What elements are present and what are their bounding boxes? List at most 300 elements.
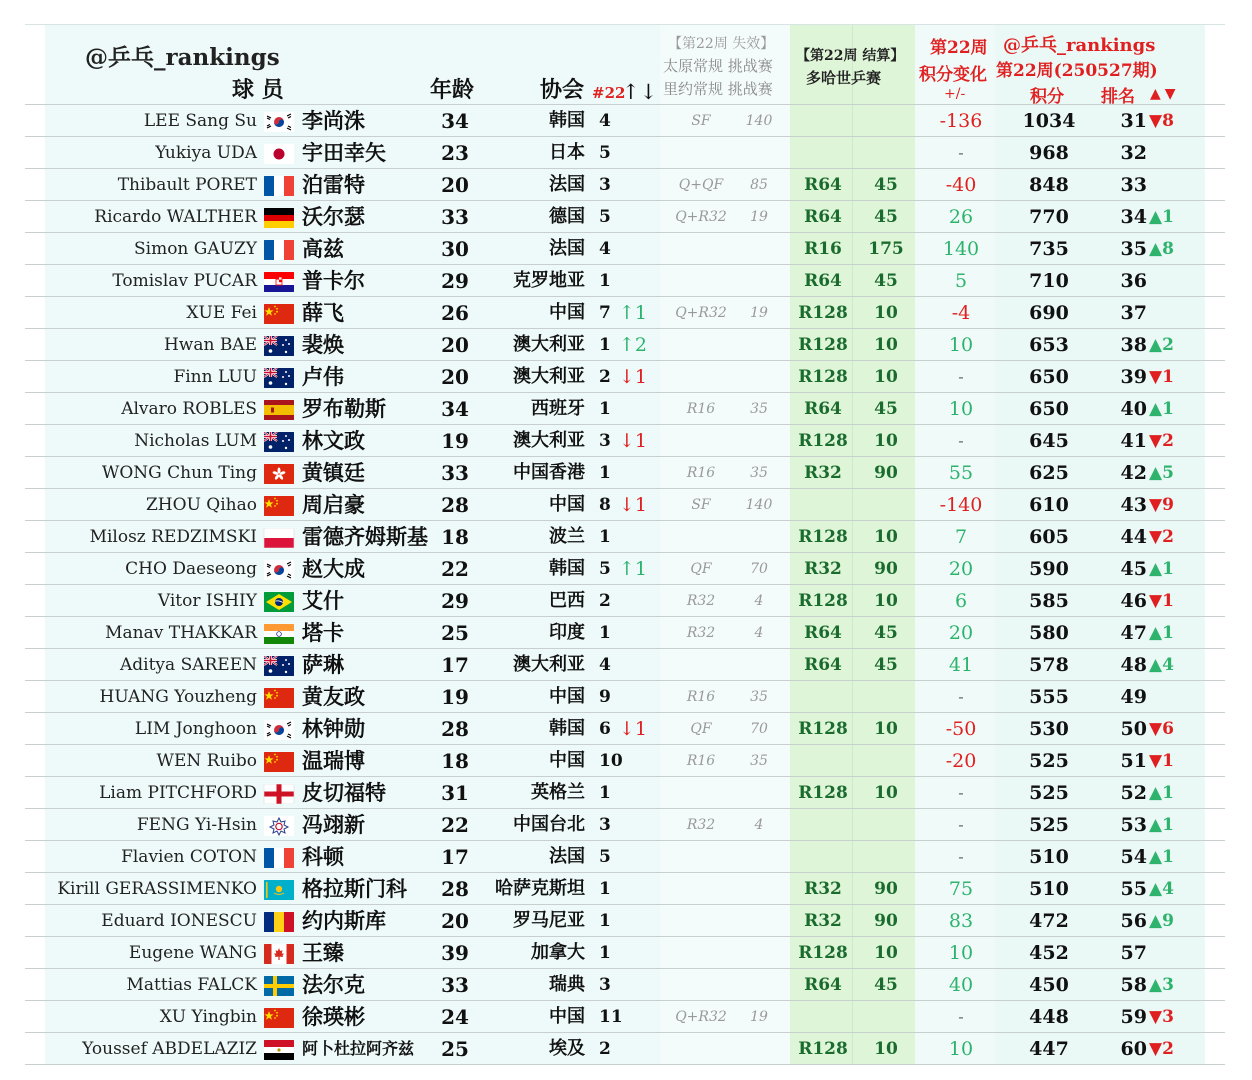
rank-move-value: 2 xyxy=(1162,1039,1174,1059)
points-change: 7 xyxy=(954,526,968,548)
association-rank: 2 xyxy=(599,1039,611,1059)
points-total: 472 xyxy=(1029,910,1069,932)
points-change: 5 xyxy=(954,270,968,292)
lost-event-points xyxy=(737,521,781,553)
result-round: R32 xyxy=(804,559,842,579)
player-name-en: Vitor ISHIY xyxy=(157,591,257,611)
table-row xyxy=(25,136,1225,169)
result-points: 90 xyxy=(874,559,898,579)
association-rank: 5 xyxy=(599,207,611,227)
points-change: - xyxy=(958,847,964,866)
croatia-flag-icon xyxy=(263,272,295,292)
result-points: 10 xyxy=(874,719,898,739)
bottom-divider xyxy=(25,1064,1225,1065)
points-change: 10 xyxy=(948,942,974,964)
col-assoc-header: 协会 xyxy=(540,77,585,103)
rank-move-value: 1 xyxy=(1162,815,1174,835)
association-rank: 1 xyxy=(599,527,611,547)
association-rank: 3 xyxy=(599,815,611,835)
week-label: 第22周(250527期) xyxy=(996,61,1158,81)
points-change: 20 xyxy=(948,622,974,644)
player-age: 39 xyxy=(441,941,469,965)
association: 加拿大 xyxy=(531,942,585,963)
poland-flag-icon xyxy=(263,528,295,548)
result-points: 45 xyxy=(874,271,898,291)
table-row xyxy=(25,776,1225,809)
points-total: 450 xyxy=(1029,974,1069,996)
romania-flag-icon xyxy=(263,912,295,932)
player-name-en: WEN Ruibo xyxy=(156,751,257,771)
result-round xyxy=(795,809,851,841)
player-name-en: Eugene WANG xyxy=(128,943,257,963)
brazil-flag-icon xyxy=(263,592,295,612)
result-points xyxy=(861,1001,911,1033)
association-rank: 4 xyxy=(599,239,611,259)
player-name-zh: 林钟勋 xyxy=(302,716,365,741)
table-row xyxy=(25,328,1225,361)
lost-event-stage xyxy=(673,649,729,681)
rank-move: ▼6 xyxy=(1149,719,1174,739)
lost-event-stage xyxy=(673,1033,729,1065)
points-change: - xyxy=(958,815,964,834)
lost-event-stage xyxy=(673,937,729,969)
association-move: ↑1 xyxy=(619,558,648,580)
points-change: 20 xyxy=(948,558,974,580)
result-round: R32 xyxy=(804,879,842,899)
lost-event-stage: SF xyxy=(691,113,711,129)
points-total: 448 xyxy=(1029,1006,1069,1028)
player-name-zh: 泊雷特 xyxy=(302,172,365,197)
lost-event-stage: QF xyxy=(690,721,712,737)
result-points: 90 xyxy=(874,911,898,931)
association-rank: 1 xyxy=(599,943,611,963)
points-total: 578 xyxy=(1029,654,1069,676)
australia-flag-icon xyxy=(263,432,295,452)
france-flag-icon xyxy=(263,240,295,260)
player-name-en: ZHOU Qihao xyxy=(146,495,257,515)
result-round: R128 xyxy=(798,431,848,451)
rank-move-value: 8 xyxy=(1162,239,1174,259)
table-row xyxy=(25,168,1225,201)
result-points: 45 xyxy=(874,655,898,675)
world-rank: 34 xyxy=(1120,206,1147,228)
points-total: 525 xyxy=(1029,782,1069,804)
player-name-zh: 高兹 xyxy=(302,236,344,261)
association: 韩国 xyxy=(549,718,585,739)
lost-event-points xyxy=(737,777,781,809)
lost-event-stage: QF xyxy=(690,561,712,577)
player-name-zh: 薛飞 xyxy=(302,300,344,325)
points-change: - xyxy=(958,783,964,802)
association: 西班牙 xyxy=(531,398,585,419)
player-name-zh: 李尚洙 xyxy=(302,108,365,133)
lost-header-event2: 里约常规 挑战赛 xyxy=(663,80,773,98)
association-rank: 4 xyxy=(599,655,611,675)
rank-move-value: 1 xyxy=(1162,623,1174,643)
result-round: R128 xyxy=(798,1039,848,1059)
player-age: 33 xyxy=(441,461,469,485)
association-move: ↑1 xyxy=(619,302,648,324)
lost-event-points: 70 xyxy=(750,721,768,737)
china-flag-icon xyxy=(263,688,295,708)
player-name-zh: 科顿 xyxy=(302,844,344,869)
result-points: 45 xyxy=(874,623,898,643)
player-age: 17 xyxy=(441,845,469,869)
world-rank: 40 xyxy=(1120,398,1147,420)
lost-event-stage xyxy=(673,873,729,905)
points-total: 585 xyxy=(1029,590,1069,612)
result-points: 175 xyxy=(868,239,904,259)
result-points xyxy=(861,841,911,873)
england-flag-icon xyxy=(263,784,295,804)
col-rank-arrows-header: ▲▼ xyxy=(1150,86,1180,102)
result-points xyxy=(861,745,911,777)
points-total: 650 xyxy=(1029,366,1069,388)
lost-event-points xyxy=(737,905,781,937)
result-header-event: 多哈世乒赛 xyxy=(806,69,882,87)
table-row xyxy=(25,456,1225,489)
japan-flag-icon xyxy=(263,144,295,164)
india-flag-icon xyxy=(263,624,295,644)
world-rank: 52 xyxy=(1120,782,1147,804)
rank-move: ▲2 xyxy=(1149,335,1174,355)
association-rank: 1 xyxy=(599,783,611,803)
association-rank: 3 xyxy=(599,975,611,995)
association: 中国 xyxy=(549,1006,585,1027)
points-total: 968 xyxy=(1029,142,1069,164)
world-rank: 54 xyxy=(1120,846,1147,868)
lost-event-points xyxy=(737,137,781,169)
world-rank: 50 xyxy=(1120,718,1147,740)
player-name-zh: 黄友政 xyxy=(302,684,365,709)
lost-event-points xyxy=(737,361,781,393)
table-row xyxy=(25,872,1225,905)
world-rank: 36 xyxy=(1120,270,1147,292)
player-name-en: LIM Jonghoon xyxy=(134,719,257,739)
lost-event-points: 35 xyxy=(750,689,768,705)
result-points: 45 xyxy=(874,207,898,227)
lost-event-stage: R16 xyxy=(686,465,716,481)
player-name-en: Liam PITCHFORD xyxy=(99,783,257,803)
player-age: 20 xyxy=(441,333,469,357)
result-round: R32 xyxy=(804,463,842,483)
player-name-en: Hwan BAE xyxy=(163,335,257,355)
player-age: 18 xyxy=(441,525,469,549)
player-age: 23 xyxy=(441,141,469,165)
association: 韩国 xyxy=(549,558,585,579)
player-name-en: HUANG Youzheng xyxy=(99,687,257,707)
player-name-en: XU Yingbin xyxy=(159,1007,257,1027)
player-name-zh: 格拉斯门科 xyxy=(302,876,407,901)
lost-event-stage xyxy=(673,969,729,1001)
points-change: -20 xyxy=(945,750,977,772)
player-age: 34 xyxy=(441,397,469,421)
table-row xyxy=(25,200,1225,233)
association-move: ↑2 xyxy=(619,334,648,356)
points-change: 41 xyxy=(948,654,974,676)
player-name-en: Kirill GERASSIMENKO xyxy=(57,879,257,899)
world-rank: 32 xyxy=(1120,142,1147,164)
france-flag-icon xyxy=(263,848,295,868)
points-change: 75 xyxy=(948,878,974,900)
world-rank: 31 xyxy=(1120,110,1147,132)
lost-event-stage: R32 xyxy=(686,625,716,641)
col-points-header: 积分 xyxy=(1030,87,1064,107)
lost-event-points xyxy=(737,841,781,873)
result-round xyxy=(795,745,851,777)
association-move-value: 1 xyxy=(634,494,648,516)
player-name-en: Yukiya UDA xyxy=(155,143,257,163)
rank-move-value: 1 xyxy=(1162,207,1174,227)
association-move-value: 1 xyxy=(634,302,648,324)
points-change: 40 xyxy=(948,974,974,996)
australia-flag-icon xyxy=(263,336,295,356)
rank-move-value: 2 xyxy=(1162,335,1174,355)
lost-event-stage: R16 xyxy=(686,689,716,705)
result-points xyxy=(861,809,911,841)
world-rank: 46 xyxy=(1120,590,1147,612)
table-row xyxy=(25,808,1225,841)
rank-move-value: 1 xyxy=(1162,847,1174,867)
lost-event-points: 19 xyxy=(750,1009,768,1025)
player-age: 33 xyxy=(441,205,469,229)
lost-event-points: 35 xyxy=(750,465,768,481)
table-row xyxy=(25,712,1225,745)
world-rank: 49 xyxy=(1120,686,1147,708)
world-rank: 37 xyxy=(1120,302,1147,324)
player-age: 25 xyxy=(441,621,469,645)
points-change: - xyxy=(958,143,964,162)
rank-move: ▲4 xyxy=(1149,655,1174,675)
rank-move: ▲1 xyxy=(1149,207,1174,227)
player-age: 20 xyxy=(441,173,469,197)
association: 克罗地亚 xyxy=(513,270,585,291)
spain-flag-icon xyxy=(263,400,295,420)
result-round xyxy=(795,105,851,137)
association-rank: 7 xyxy=(599,303,611,323)
association-move-value: 1 xyxy=(634,718,648,740)
points-change: 26 xyxy=(948,206,974,228)
association: 巴西 xyxy=(549,590,585,611)
points-total: 1034 xyxy=(1022,110,1076,132)
lost-event-points: 140 xyxy=(745,497,773,513)
points-total: 525 xyxy=(1029,814,1069,836)
association-rank: 10 xyxy=(599,751,623,771)
association: 英格兰 xyxy=(531,782,585,803)
change-header-sign: +/- xyxy=(944,86,966,102)
points-total: 735 xyxy=(1029,238,1069,260)
world-rank: 33 xyxy=(1120,174,1147,196)
player-age: 20 xyxy=(441,365,469,389)
points-total: 525 xyxy=(1029,750,1069,772)
rank-move-value: 4 xyxy=(1162,655,1174,675)
lost-event-points xyxy=(737,873,781,905)
result-round: R128 xyxy=(798,719,848,739)
france-flag-icon xyxy=(263,176,295,196)
result-points: 90 xyxy=(874,879,898,899)
player-name-zh: 卢伟 xyxy=(302,364,344,389)
table-row xyxy=(25,104,1225,137)
association: 哈萨克斯坦 xyxy=(495,878,585,899)
world-rank: 55 xyxy=(1120,878,1147,900)
player-name-zh: 皮切福特 xyxy=(302,780,386,805)
lost-event-stage xyxy=(673,361,729,393)
table-row xyxy=(25,520,1225,553)
association: 澳大利亚 xyxy=(513,334,585,355)
association-rank: 5 xyxy=(599,847,611,867)
points-total: 610 xyxy=(1029,494,1069,516)
world-rank: 35 xyxy=(1120,238,1147,260)
association-move-value: 1 xyxy=(634,366,648,388)
world-rank: 57 xyxy=(1120,942,1147,964)
points-change: -40 xyxy=(945,174,977,196)
points-total: 650 xyxy=(1029,398,1069,420)
table-row xyxy=(25,936,1225,969)
result-points: 10 xyxy=(874,431,898,451)
result-round: R128 xyxy=(798,303,848,323)
points-total: 447 xyxy=(1029,1038,1069,1060)
col-rank-header: 排名 xyxy=(1101,87,1135,107)
player-age: 33 xyxy=(441,973,469,997)
change-header-week: 第22周 xyxy=(930,38,988,58)
col-assoc-arrows-header: ↑↓ xyxy=(622,80,658,104)
points-total: 645 xyxy=(1029,430,1069,452)
points-change: 140 xyxy=(942,238,980,260)
lost-event-points: 85 xyxy=(750,177,768,193)
table-row xyxy=(25,552,1225,585)
lost-event-stage xyxy=(673,905,729,937)
south-korea-flag-icon xyxy=(263,112,295,132)
player-name-zh: 罗布勒斯 xyxy=(302,396,386,421)
australia-flag-icon xyxy=(263,368,295,388)
lost-event-points: 4 xyxy=(754,817,764,833)
rank-move-value: 1 xyxy=(1162,367,1174,387)
result-round xyxy=(795,489,851,521)
world-rank: 48 xyxy=(1120,654,1147,676)
player-age: 22 xyxy=(441,557,469,581)
result-round: R128 xyxy=(798,783,848,803)
world-rank: 42 xyxy=(1120,462,1147,484)
germany-flag-icon xyxy=(263,208,295,228)
result-header-title: 【第22周 结算】 xyxy=(796,48,905,64)
association-rank: 1 xyxy=(599,271,611,291)
rank-move: ▼2 xyxy=(1149,527,1174,547)
lost-event-points: 35 xyxy=(750,753,768,769)
result-points xyxy=(861,681,911,713)
result-round: R64 xyxy=(804,975,842,995)
canada-flag-icon xyxy=(263,944,295,964)
table-row xyxy=(25,840,1225,873)
lost-event-stage: SF xyxy=(691,497,711,513)
player-age: 20 xyxy=(441,909,469,933)
change-header-title: 积分变化 xyxy=(919,65,987,85)
points-total: 625 xyxy=(1029,462,1069,484)
south-korea-flag-icon xyxy=(263,720,295,740)
player-age: 19 xyxy=(441,685,469,709)
association: 德国 xyxy=(549,206,585,227)
points-change: 6 xyxy=(954,590,968,612)
association-rank: 3 xyxy=(599,175,611,195)
result-points xyxy=(861,137,911,169)
rank-move: ▲1 xyxy=(1149,399,1174,419)
points-change: -50 xyxy=(945,718,977,740)
result-points: 10 xyxy=(874,783,898,803)
lost-event-stage xyxy=(673,425,729,457)
association-rank: 2 xyxy=(599,367,611,387)
lost-header-title: 【第22周 失效】 xyxy=(668,36,775,52)
table-row xyxy=(25,648,1225,681)
lost-event-stage: Q+R32 xyxy=(675,305,727,321)
world-rank: 41 xyxy=(1120,430,1147,452)
world-rank: 39 xyxy=(1120,366,1147,388)
lost-event-stage: R32 xyxy=(686,817,716,833)
rank-move-value: 2 xyxy=(1162,431,1174,451)
association: 日本 xyxy=(549,142,585,163)
result-points: 10 xyxy=(874,527,898,547)
association: 法国 xyxy=(549,238,585,259)
association-rank: 1 xyxy=(599,911,611,931)
lost-event-points: 4 xyxy=(754,625,764,641)
result-round: R32 xyxy=(804,911,842,931)
kazakhstan-flag-icon xyxy=(263,880,295,900)
result-round xyxy=(795,1001,851,1033)
association: 韩国 xyxy=(549,110,585,131)
points-change: 83 xyxy=(948,910,974,932)
lost-header-event1: 太原常规 挑战赛 xyxy=(663,57,773,75)
result-points: 10 xyxy=(874,335,898,355)
table-row xyxy=(25,296,1225,329)
top-divider xyxy=(25,24,1225,25)
association-rank: 5 xyxy=(599,559,611,579)
association: 法国 xyxy=(549,174,585,195)
player-name-zh: 赵大成 xyxy=(302,556,365,581)
rank-move: ▼1 xyxy=(1149,751,1174,771)
player-name-zh: 雷德齐姆斯基 xyxy=(302,524,428,549)
player-name-zh: 普卡尔 xyxy=(302,268,365,293)
result-points: 10 xyxy=(874,943,898,963)
hong-kong-flag-icon xyxy=(263,464,295,484)
result-round: R128 xyxy=(798,591,848,611)
player-name-en: Finn LUU xyxy=(173,367,257,387)
association-rank: 1 xyxy=(599,623,611,643)
points-total: 555 xyxy=(1029,686,1069,708)
rank-move-value: 3 xyxy=(1162,1007,1174,1027)
player-name-zh: 林文政 xyxy=(302,428,365,453)
association-move-value: 1 xyxy=(634,558,648,580)
association: 澳大利亚 xyxy=(513,654,585,675)
result-round: R64 xyxy=(804,207,842,227)
points-change: - xyxy=(958,1007,964,1026)
table-row xyxy=(25,904,1225,937)
player-name-en: Milosz REDZIMSKI xyxy=(89,527,257,547)
rank-move: ▲1 xyxy=(1149,815,1174,835)
points-total: 653 xyxy=(1029,334,1069,356)
points-change: - xyxy=(958,367,964,386)
lost-event-stage: Q+R32 xyxy=(675,209,727,225)
player-name-en: CHO Daeseong xyxy=(125,559,257,579)
result-round: R128 xyxy=(798,943,848,963)
rank-move: ▼2 xyxy=(1149,431,1174,451)
lost-event-stage xyxy=(673,233,729,265)
lost-event-points xyxy=(737,233,781,265)
table-row xyxy=(25,360,1225,393)
points-total: 590 xyxy=(1029,558,1069,580)
result-points: 10 xyxy=(874,591,898,611)
player-name-en: Eduard IONESCU xyxy=(101,911,257,931)
player-name-en: Flavien COTON xyxy=(121,847,257,867)
rank-move: ▼9 xyxy=(1149,495,1174,515)
rank-move: ▼2 xyxy=(1149,1039,1174,1059)
